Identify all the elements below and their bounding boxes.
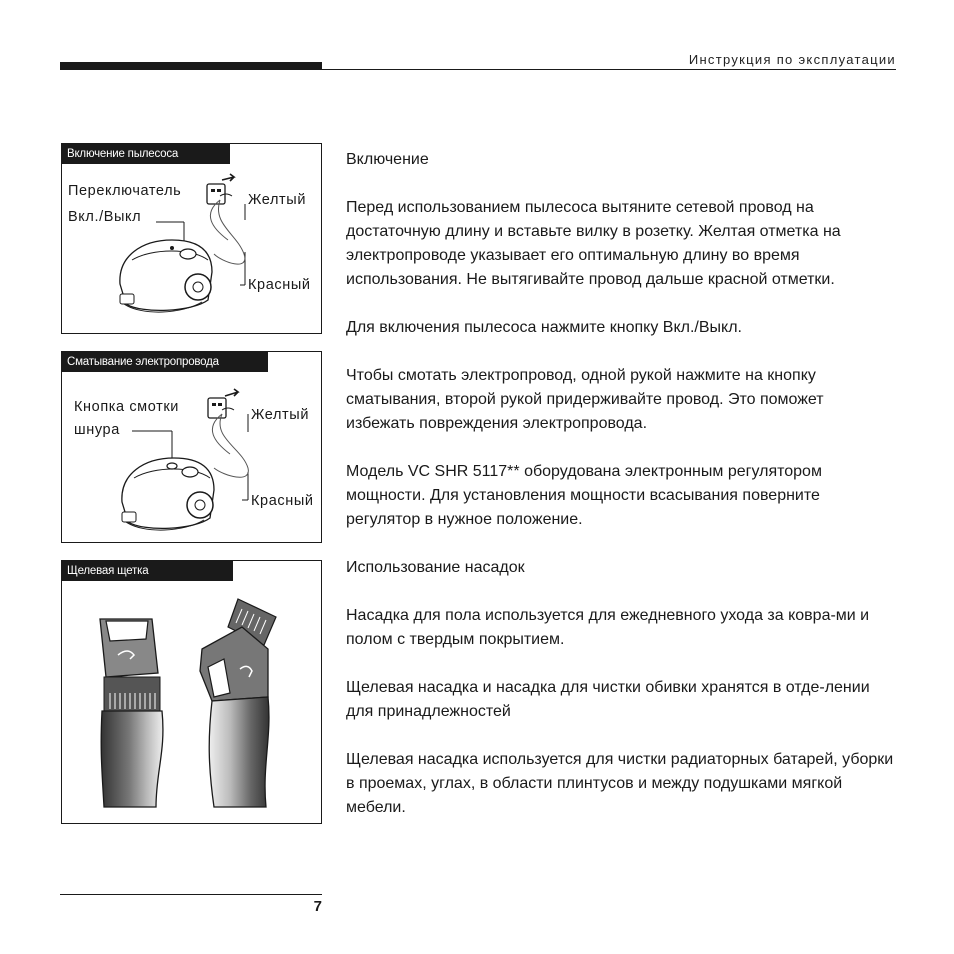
page-header-title: Инструкция по эксплуатации	[688, 52, 896, 67]
figure-crevice-tool	[61, 560, 322, 824]
section-heading-power-on: Включение	[346, 151, 429, 168]
footer-rule	[60, 894, 322, 895]
section-heading-attachments: Использование насадок	[346, 559, 525, 576]
figure-cord-rewind	[61, 351, 322, 543]
callout-switch-line2: Вкл./Выкл	[68, 209, 142, 225]
callout-switch-line1: Переключатель	[68, 183, 182, 199]
figure-power-on	[61, 143, 322, 334]
crevice-tool-illustration	[62, 561, 321, 823]
page-number: 7	[313, 898, 322, 915]
vacuum-cleaner-illustration	[62, 352, 321, 542]
figure-label: Щелевая щетка	[62, 561, 233, 581]
paragraph: Для включения пылесоса нажмите кнопку Вкл./Выкл.	[346, 319, 742, 336]
header-rule	[60, 69, 896, 70]
paragraph: Перед использованием пылесоса вытяните сетевой провод на достаточную длину и вставьте вилку в розетку. Желтая отметка на электропроводе указывает его оптимальную длину во время использования. Не вытягивайте провод дальше красной отметки.	[346, 199, 841, 288]
figure-label: Включение пылесоса	[62, 144, 230, 164]
paragraph: Щелевая насадка используется для чистки радиаторных батарей, уборки в проемах, углах, в области плинтусов и между подушками мягкой мебели.	[346, 751, 894, 816]
vacuum-cleaner-illustration	[62, 144, 321, 333]
callout-yellow-mark: Желтый	[248, 192, 307, 208]
callout-yellow-mark: Желтый	[251, 407, 310, 423]
paragraph: Модель VC SHR 5117** оборудована электронным регулятором мощности. Для установления мощности всасывания поверните регулятор в нужное положение.	[346, 463, 822, 528]
paragraph: Чтобы смотать электропровод, одной рукой нажмите на кнопку сматывания, второй рукой придерживайте провод. Это поможет избежать повреждения электропровода.	[346, 367, 824, 432]
callout-red-mark: Красный	[248, 277, 311, 293]
paragraph: Щелевая насадка и насадка для чистки обивки хранятся в отде-лении для принадлежностей	[346, 679, 870, 720]
paragraph: Насадка для пола используется для ежедневного ухода за ковра-ми и полом с твердым покрытием.	[346, 607, 870, 648]
callout-rewind-button-line2: шнура	[74, 422, 120, 438]
callout-red-mark: Красный	[251, 493, 314, 509]
callout-rewind-button-line1: Кнопка смотки	[74, 399, 179, 415]
figure-label: Сматывание электропровода	[62, 352, 268, 372]
